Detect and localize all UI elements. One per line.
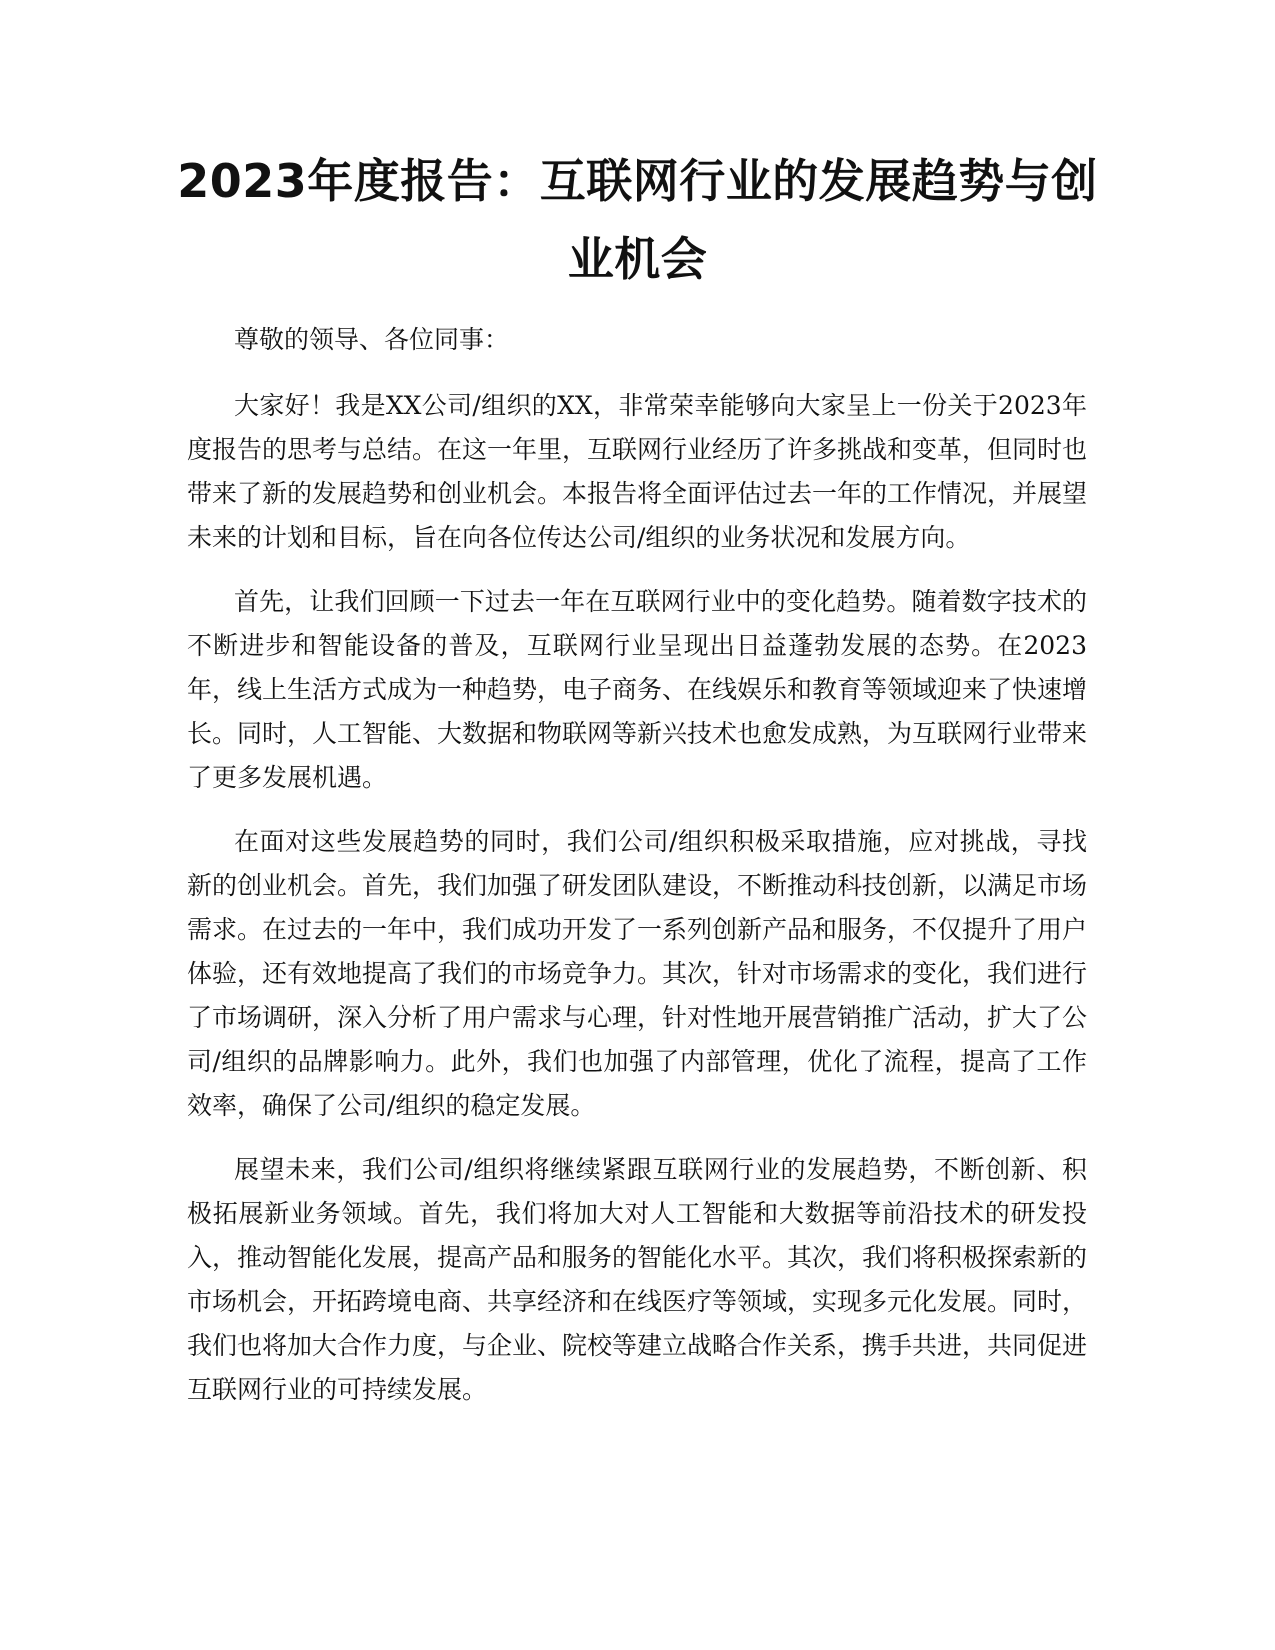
paragraph-company-measures: 在面对这些发展趋势的同时，我们公司/组织积极采取措施，应对挑战，寻找新的创业机会。首先，我们加强了研发团队建设，不断推动科技创新，以满足市场需求。在过去的一年中，我们成功开发了一系列创新产品和服务，不仅提升了用户体验，还有效地提高了我们的市场竞争力。其次，针对市场需求的变化，我们进行了市场调研，深入分析了用户需求与心理，针对性地开展营销推广活动，扩大了公司/组织的品牌影响力。此外，我们也加强了内部管理，优化了流程，提高了工作效率，确保了公司/组织的稳定发展。 xyxy=(187,827,1088,1120)
paragraph-industry-trends: 首先，让我们回顾一下过去一年在互联网行业中的变化趋势。随着数字技术的不断进步和智能设备的普及，互联网行业呈现出日益蓬勃发展的态势。在2023年，线上生活方式成为一种趋势，电子商务、在线娱乐和教育等领域迎来了快速增长。同时，人工智能、大数据和物联网等新兴技术也愈发成熟，为互联网行业带来了更多发展机遇。 xyxy=(187,587,1088,792)
salutation: 尊敬的领导、各位同事： xyxy=(234,325,510,354)
document-title-line-2: 业机会 xyxy=(567,232,708,286)
paragraph-future-outlook: 展望未来，我们公司/组织将继续紧跟互联网行业的发展趋势，不断创新、积极拓展新业务领域。首先，我们将加大对人工智能和大数据等前沿技术的研发投入，推动智能化发展，提高产品和服务的智能化水平。其次，我们将积极探索新的市场机会，开拓跨境电商、共享经济和在线医疗等领域，实现多元化发展。同时，我们也将加大合作力度，与企业、院校等建立战略合作关系，携手共进，共同促进互联网行业的可持续发展。 xyxy=(187,1155,1088,1404)
paragraph-introduction: 大家好！我是XX公司/组织的XX，非常荣幸能够向大家呈上一份关于2023年度报告的思考与总结。在这一年里，互联网行业经历了许多挑战和变革，但同时也带来了新的发展趋势和创业机会。本报告将全面评估过去一年的工作情况，并展望未来的计划和目标，旨在向各位传达公司/组织的业务状况和发展方向。 xyxy=(187,391,1088,552)
document-title-line-1: 2023年度报告：互联网行业的发展趋势与创 xyxy=(177,154,1098,208)
